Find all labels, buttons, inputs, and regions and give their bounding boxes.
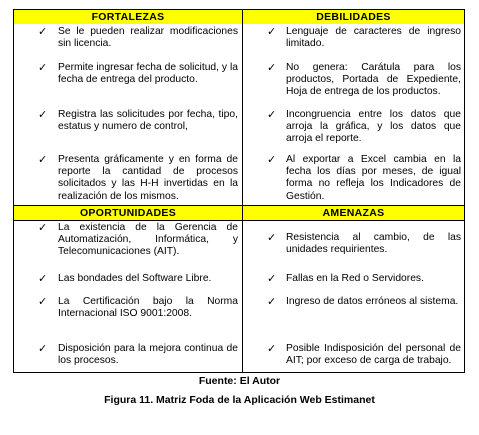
amenaza-item: Posible Indisposición del personal de AIT; por exceso de carga de trabajo. [286, 343, 461, 367]
check-icon: ✓ [267, 295, 277, 308]
check-icon: ✓ [38, 108, 48, 121]
figure-caption: Figura 11. Matriz Foda de la Aplicación Web Estimanet [104, 394, 375, 406]
oportunidad-item: La existencia de la Gerencia de Automatización, Informática, y Telecomunicaciones (AIT). [58, 222, 238, 258]
header-oportunidades: OPORTUNIDADES [14, 206, 242, 220]
check-icon: ✓ [38, 272, 48, 285]
check-icon: ✓ [267, 342, 277, 355]
check-icon: ✓ [267, 231, 277, 244]
check-icon: ✓ [38, 221, 48, 234]
check-icon: ✓ [38, 342, 48, 355]
oportunidad-item: La Certificación bajo la Norma Internacional ISO 9001:2008. [58, 296, 238, 320]
amenaza-item: Fallas en la Red o Servidores. [286, 273, 424, 284]
oportunidad-item: Las bondades del Software Libre. [58, 273, 212, 284]
debilidad-item: Incongruencia entre los datos que arroja la gráfica, y los datos que arroja el reporte. [286, 109, 461, 145]
debilidad-item: Al exportar a Excel cambia en la fecha los días por meses, de igual forma no refleja los Indicadores de Gestión. [286, 154, 461, 202]
check-icon: ✓ [267, 272, 277, 285]
debilidad-item: Lenguaje de caracteres de ingreso limitado. [286, 26, 461, 50]
amenaza-item: Ingreso de datos erróneos al sistema. [286, 296, 459, 307]
header-debilidades: DEBILIDADES [243, 10, 464, 24]
debilidad-item: No genera: Carátula para los productos, Portada de Expediente, Hoja de entrega de los productos. [286, 62, 461, 98]
fortaleza-item: Se le pueden realizar modificaciones sin licencia. [58, 26, 238, 50]
foda-matrix [13, 9, 465, 373]
amenaza-item: Resistencia al cambio, de las unidades requirientes. [286, 232, 461, 256]
check-icon: ✓ [267, 153, 277, 166]
header-rule-lower [14, 220, 464, 221]
fortaleza-item: Registra las solicitudes por fecha, tipo, estatus y numero de control, [58, 109, 238, 133]
center-rule [242, 10, 243, 372]
fortaleza-item: Presenta gráficamente y en forma de reporte la cantidad de procesos solicitados y las H-H invertidas en la realización de los mismos. [58, 154, 238, 202]
header-amenazas: AMENAZAS [243, 206, 464, 220]
check-icon: ✓ [38, 295, 48, 308]
check-icon: ✓ [38, 153, 48, 166]
oportunidad-item: Disposición para la mejora continua de los procesos. [58, 343, 238, 367]
fortaleza-item: Permite ingresar fecha de solicitud, y la fecha de entrega del producto. [58, 62, 238, 86]
check-icon: ✓ [267, 25, 277, 38]
check-icon: ✓ [267, 61, 277, 74]
header-fortalezas: FORTALEZAS [14, 10, 242, 24]
check-icon: ✓ [38, 25, 48, 38]
check-icon: ✓ [38, 61, 48, 74]
source-line: Fuente: El Autor [198, 375, 281, 387]
check-icon: ✓ [267, 108, 277, 121]
